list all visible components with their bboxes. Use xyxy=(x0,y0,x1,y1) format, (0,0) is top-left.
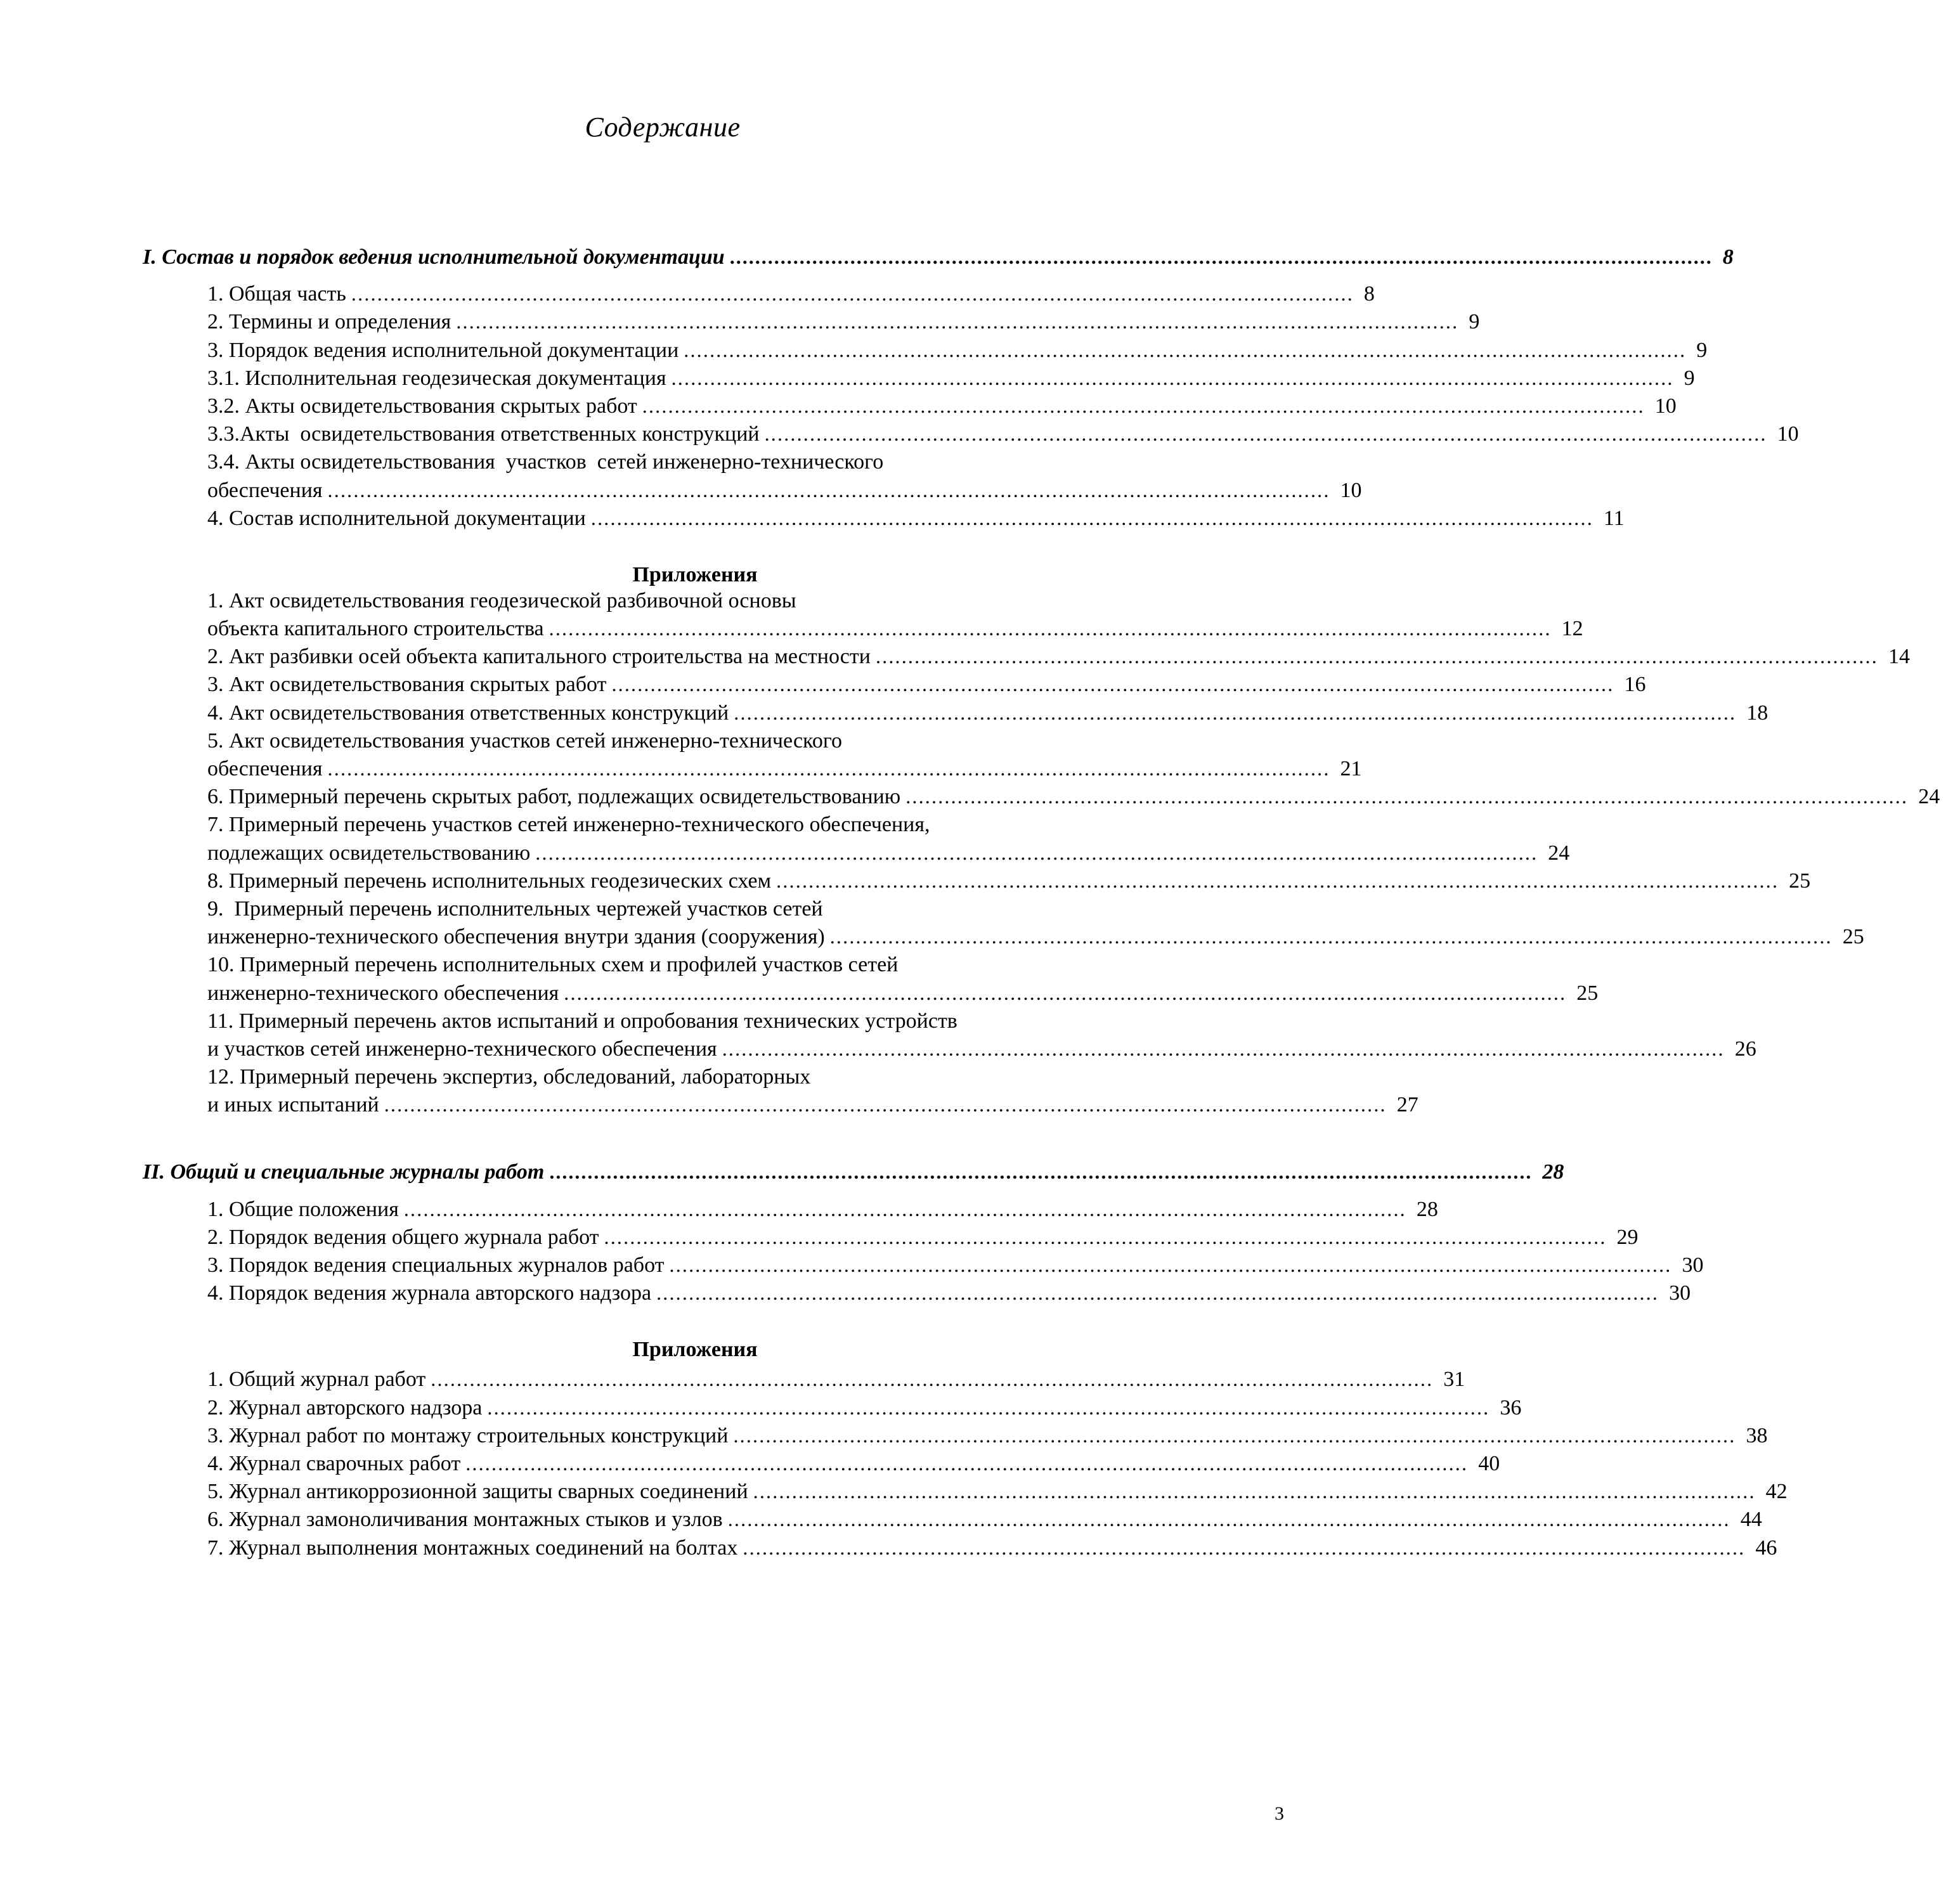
toc-item-first-line: 3.4. Акты освидетельствования участков сетей инженерно-технического xyxy=(207,450,884,474)
dot-leader: ........................................................................................................................................................... xyxy=(733,1423,1736,1447)
toc-item-label: и иных испытаний xyxy=(207,1093,379,1117)
toc-item-page: 11 xyxy=(1603,506,1625,530)
toc-item-page: 42 xyxy=(1765,1480,1788,1504)
toc-item[interactable] xyxy=(207,839,1570,867)
dot-leader: ........................................................................................................................................................... xyxy=(487,1395,1490,1419)
dot-leader: ........................................................................................................................................................... xyxy=(905,785,1909,808)
dot-leader: ........................................................................................................................................................... xyxy=(403,1197,1406,1220)
toc-item[interactable] xyxy=(207,1366,1465,1394)
dot-leader: ........................................................................................................................................................... xyxy=(384,1093,1387,1116)
toc-item-label: 4. Акт освидетельствования ответственных конструкций xyxy=(207,701,729,725)
dot-leader: ........................................................................................................................................................... xyxy=(829,925,1833,948)
dot-leader: ........................................................................................................................................................... xyxy=(431,1368,1434,1391)
toc-item-label: 8. Примерный перечень исполнительных геодезических схем xyxy=(207,869,772,893)
dot-leader: ........................................................................................................................................................... xyxy=(642,394,1645,417)
toc-item-label: 3.1. Исполнительная геодезическая документация xyxy=(207,366,666,390)
toc-item-label: 2. Термины и определения xyxy=(207,310,451,334)
toc-item-label: 4. Порядок ведения журнала авторского надзора xyxy=(207,1281,652,1305)
toc-item[interactable] xyxy=(207,1450,1500,1478)
toc-item-first-line: 7. Примерный перечень участков сетей инженерно-технического обеспечения, xyxy=(207,813,930,837)
part-heading-ii-label: II. Общий и специальные журналы работ xyxy=(143,1160,545,1184)
part-heading-i-page: 8 xyxy=(1722,245,1734,269)
toc-item[interactable] xyxy=(207,308,1480,336)
toc-item[interactable] xyxy=(207,980,1599,1007)
dot-leader: ........................................................................................................................................................... xyxy=(734,701,1737,724)
toc-item-page: 10 xyxy=(1777,422,1799,446)
part-i-item-list xyxy=(207,280,1940,1119)
dot-leader: ........................................................................................................................................................... xyxy=(604,1225,1607,1248)
part-heading-i[interactable] xyxy=(143,243,1734,271)
toc-item-page: 8 xyxy=(1363,282,1375,306)
dot-leader: ........................................................................................................................................................... xyxy=(564,981,1567,1004)
toc-item-page: 18 xyxy=(1746,701,1769,725)
toc-item-label: обеспечения xyxy=(207,757,323,780)
toc-item-page: 14 xyxy=(1888,645,1910,669)
toc-item[interactable] xyxy=(207,392,1677,420)
dot-leader: ........................................................................................................................................................... xyxy=(611,673,1614,696)
toc-item-first-line: 11. Примерный перечень актов испытаний и опробования технических устройств xyxy=(207,1009,957,1033)
toc-item-page: 30 xyxy=(1682,1253,1704,1277)
toc-item-label: 2. Порядок ведения общего журнала работ xyxy=(207,1225,599,1249)
toc-item-page: 24 xyxy=(1918,785,1940,809)
toc-item-label: подлежащих освидетельствованию xyxy=(207,841,531,865)
dot-leader: ........................................................................................................................................................... xyxy=(465,1451,1469,1475)
part-heading-ii-page: 28 xyxy=(1542,1160,1564,1184)
toc-item-label: 3. Акт освидетельствования скрытых работ xyxy=(207,673,607,697)
toc-item[interactable] xyxy=(207,280,1375,308)
toc-item-page: 38 xyxy=(1746,1423,1768,1447)
toc-item-label: 2. Журнал авторского надзора xyxy=(207,1395,483,1420)
toc-item[interactable] xyxy=(207,1279,1691,1307)
toc-item-label: 3.3.Акты освидетельствования ответственных конструкций xyxy=(207,422,760,446)
toc-item-page: 12 xyxy=(1561,617,1583,641)
toc-item-first-line: 5. Акт освидетельствования участков сетей инженерно-технического xyxy=(207,728,842,753)
toc-item-label: 7. Журнал выполнения монтажных соединений на болтах xyxy=(207,1536,738,1560)
toc-item-label: 4. Состав исполнительной документации xyxy=(207,506,586,530)
toc-item-label: 1. Общие положения xyxy=(207,1197,399,1221)
appendix-heading: Приложения xyxy=(632,562,758,586)
toc-item-page: 24 xyxy=(1548,841,1570,865)
toc-item[interactable] xyxy=(207,699,1769,727)
toc-item-label: 6. Журнал замоноличивания монтажных стыков и узлов xyxy=(207,1508,723,1532)
dot-leader: ........................................................................................................................................................... xyxy=(743,1536,1746,1559)
appendix-heading: Приложения xyxy=(632,1338,758,1362)
toc-item-page: 10 xyxy=(1654,394,1677,418)
toc-item-page: 9 xyxy=(1696,338,1708,362)
toc-item-label: обеспечения xyxy=(207,478,323,502)
toc-item-label: и участков сетей инженерно-технического обеспечения xyxy=(207,1037,717,1061)
dot-leader: ........................................................................................................................................................... xyxy=(776,869,1779,892)
toc-item-label: 3. Журнал работ по монтажу строительных конструкций xyxy=(207,1423,729,1447)
toc-item[interactable] xyxy=(207,671,1646,699)
toc-item-page: 31 xyxy=(1443,1368,1465,1392)
spacer xyxy=(207,1307,1221,1338)
toc-item-label: 2. Акт разбивки осей объекта капитального строительства на местности xyxy=(207,645,871,669)
toc-item-label: 6. Примерный перечень скрытых работ, подлежащих освидетельствованию xyxy=(207,785,901,809)
dot-leader: ........................................................................................................................................................... xyxy=(656,1281,1659,1305)
toc-item[interactable] xyxy=(207,337,1708,365)
toc-item[interactable] xyxy=(207,755,1362,783)
dot-leader: ........................................................................................................................................................... xyxy=(456,310,1459,333)
toc-item[interactable] xyxy=(207,1422,1768,1450)
dot-leader: ........................................................................................................................................................... xyxy=(590,506,1593,529)
dot-leader: ........................................................................................................................................................... xyxy=(727,1508,1730,1531)
dot-leader: ........................................................................................................................................................... xyxy=(684,338,1687,361)
part-ii-appendix-list xyxy=(207,1366,1788,1562)
part-ii-item-list xyxy=(207,1196,1704,1362)
toc-item-first-line: 12. Примерный перечень экспертиз, обследований, лабораторных xyxy=(207,1065,811,1089)
page-number: 3 xyxy=(1275,1803,1284,1824)
toc-item-page: 10 xyxy=(1340,478,1362,502)
toc-item-page: 9 xyxy=(1684,366,1695,390)
toc-item-label: 3. Порядок ведения исполнительной документации xyxy=(207,338,679,362)
toc-item-page: 30 xyxy=(1669,1281,1691,1305)
toc-item[interactable] xyxy=(207,1394,1522,1422)
toc-item-page: 40 xyxy=(1478,1451,1500,1475)
dot-leader: ........................................................................................................................................................... xyxy=(669,1253,1672,1276)
toc-item-page: 21 xyxy=(1340,757,1362,780)
toc-item-page: 16 xyxy=(1624,673,1646,697)
dot-leader: ........................................................................................................................................................... xyxy=(764,422,1767,446)
toc-item[interactable] xyxy=(207,615,1583,643)
toc-item-label: 1. Общая часть xyxy=(207,282,346,306)
toc-item-label: инженерно-технического обеспечения xyxy=(207,981,559,1005)
toc-item[interactable] xyxy=(207,1534,1777,1562)
toc-item[interactable] xyxy=(207,365,1695,392)
toc-item[interactable] xyxy=(207,1252,1704,1279)
toc-content xyxy=(143,0,1940,1562)
toc-item[interactable] xyxy=(207,505,1625,533)
dot-leader: ........................................................................................................................................................... xyxy=(729,245,1713,268)
toc-item-first-line: 10. Примерный перечень исполнительных схем и профилей участков сетей xyxy=(207,953,899,977)
dot-leader: ........................................................................................................................................................... xyxy=(327,478,1330,501)
toc-item[interactable] xyxy=(207,1224,1639,1252)
toc-item-label: инженерно-технического обеспечения внутри здания (сооружения) xyxy=(207,925,825,949)
toc-item[interactable] xyxy=(207,867,1811,895)
dot-leader: ........................................................................................................................................................... xyxy=(548,617,1552,640)
toc-item[interactable] xyxy=(207,1478,1788,1506)
toc-item-page: 46 xyxy=(1755,1536,1777,1560)
dot-leader: ........................................................................................................................................................... xyxy=(549,1160,1533,1184)
toc-item-page: 25 xyxy=(1576,981,1599,1005)
toc-item-label: 3. Порядок ведения специальных журналов работ xyxy=(207,1253,665,1277)
spacer xyxy=(143,143,1221,204)
toc-item[interactable] xyxy=(207,477,1362,505)
toc-item-label: 4. Журнал сварочных работ xyxy=(207,1451,461,1475)
dot-leader: ........................................................................................................................................................... xyxy=(327,757,1330,780)
part-heading-ii[interactable] xyxy=(143,1158,1564,1186)
dot-leader: ........................................................................................................................................................... xyxy=(671,366,1674,389)
dot-leader: ........................................................................................................................................................... xyxy=(875,645,1878,668)
toc-item[interactable] xyxy=(207,923,1864,951)
toc-item-page: 25 xyxy=(1789,869,1811,893)
toc-item[interactable] xyxy=(207,1035,1756,1063)
dot-leader: ........................................................................................................................................................... xyxy=(535,841,1538,864)
toc-item-page: 9 xyxy=(1469,310,1480,334)
toc-item[interactable] xyxy=(207,643,1910,671)
toc-item-label: 1. Общий журнал работ xyxy=(207,1368,426,1392)
toc-item-label: объекта капитального строительства xyxy=(207,617,544,641)
toc-item[interactable] xyxy=(207,1196,1438,1224)
spacer xyxy=(207,533,1221,563)
toc-item[interactable] xyxy=(207,420,1799,448)
toc-item-first-line: 9. Примерный перечень исполнительных чертежей участков сетей xyxy=(207,896,823,921)
toc-item-page: 25 xyxy=(1842,925,1864,949)
toc-item-first-line: 1. Акт освидетельствования геодезической разбивочной основы xyxy=(207,588,796,612)
toc-item-label: 5. Журнал антикоррозионной защиты сварных соединений xyxy=(207,1480,748,1504)
toc-item-page: 27 xyxy=(1396,1093,1418,1117)
toc-item[interactable] xyxy=(207,783,1940,811)
toc-item-page: 26 xyxy=(1734,1037,1756,1061)
dot-leader: ........................................................................................................................................................... xyxy=(722,1037,1725,1060)
toc-item[interactable] xyxy=(207,1091,1418,1119)
page-title: Содержание xyxy=(585,112,741,143)
dot-leader: ........................................................................................................................................................... xyxy=(753,1480,1756,1503)
toc-item-page: 28 xyxy=(1416,1197,1438,1221)
part-heading-i-label: I. Состав и порядок ведения исполнительной документации xyxy=(143,245,725,269)
toc-item[interactable] xyxy=(207,1506,1762,1534)
toc-item-page: 29 xyxy=(1616,1225,1639,1249)
toc-item-page: 44 xyxy=(1740,1508,1762,1532)
dot-leader: ........................................................................................................................................................... xyxy=(351,282,1354,306)
toc-item-label: 3.2. Акты освидетельствования скрытых работ xyxy=(207,394,637,418)
toc-item-page: 36 xyxy=(1500,1395,1522,1420)
